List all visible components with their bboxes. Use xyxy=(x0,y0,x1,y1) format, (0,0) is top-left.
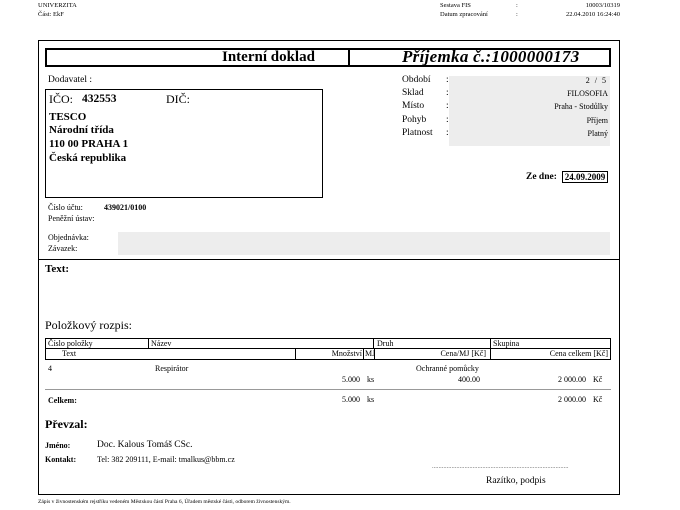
date-label: Ze dne: xyxy=(526,172,557,182)
validity-value: Platný xyxy=(587,129,608,138)
received-title: Převzal: xyxy=(45,417,88,431)
bank-label: Peněžní ústav: xyxy=(48,214,95,223)
items-header-left xyxy=(45,338,46,359)
header-unit: MJ xyxy=(365,349,376,358)
header-text: Text xyxy=(62,349,77,358)
supplier-country: Česká republika xyxy=(49,152,127,164)
order-shade xyxy=(118,232,610,255)
processed-label: Datum zpracování xyxy=(440,11,488,18)
signature-label: Razítko, podpis xyxy=(486,476,546,486)
total-currency: Kč xyxy=(593,395,603,404)
signature-line: .................................................................................... xyxy=(432,463,569,470)
liability-label: Závazek: xyxy=(48,244,78,253)
warehouse-colon: : xyxy=(446,88,449,98)
supplier-street: Národní třída xyxy=(49,124,114,136)
processed-colon: : xyxy=(516,11,518,18)
period-label: Období xyxy=(402,75,431,85)
row-currency: Kč xyxy=(593,375,603,384)
received-contact-label: Kontakt: xyxy=(45,455,77,464)
row-qty: 5.000 xyxy=(342,375,360,384)
doc-title: Interní doklad xyxy=(222,49,315,65)
row-kind: Ochranné pomůcky xyxy=(416,364,479,373)
warehouse-value: FILOSOFIA xyxy=(567,89,608,98)
header-total-price: Cena celkem [Kč] xyxy=(549,349,608,358)
warehouse-label: Sklad xyxy=(402,88,424,98)
order-label: Objednávka: xyxy=(48,233,89,242)
supplier-city: 110 00 PRAHA 1 xyxy=(49,138,129,150)
items-header-top xyxy=(45,338,611,339)
header-kind: Druh xyxy=(377,339,394,348)
total-divider xyxy=(45,389,611,390)
received-name-value: Doc. Kalous Tomáš CSc. xyxy=(97,440,193,450)
items-col-sep-5 xyxy=(363,348,364,359)
dic-label: DIČ: xyxy=(166,92,190,106)
report-value: 10003/10319 xyxy=(585,2,620,9)
row-name: Respirátor xyxy=(155,364,189,373)
supplier-label: Dodavatel : xyxy=(48,75,93,85)
date-value: 24.09.2009 xyxy=(562,171,608,183)
account-label: Číslo účtu: xyxy=(48,203,83,212)
supplier-name: TESCO xyxy=(49,111,87,123)
report-colon: : xyxy=(516,2,518,9)
items-header-right xyxy=(610,338,611,359)
account-value: 439021/0100 xyxy=(104,203,147,212)
row-unit: ks xyxy=(367,375,375,384)
total-qty: 5.000 xyxy=(342,395,360,404)
title-divider xyxy=(348,48,350,67)
movement-colon: : xyxy=(446,115,449,125)
ico-value: 432553 xyxy=(82,93,117,105)
header-qty: Množství xyxy=(331,349,362,358)
footer-note: Zápis v živnostenském rejstříku vedeném Městskou částí Praha 6, Úřadem městské části, odborem živnostenským. xyxy=(38,499,291,505)
header-unit-price: Cena/MJ [Kč] xyxy=(440,349,486,358)
row-unit-price: 400.00 xyxy=(458,375,480,384)
place-colon: : xyxy=(446,101,449,111)
movement-label: Pohyb xyxy=(402,115,427,125)
items-col-sep-1 xyxy=(148,338,149,348)
total-value: 2 000.00 xyxy=(558,395,586,404)
org-name: UNIVERZITA xyxy=(38,2,77,9)
processed-value: 22.04.2010 16:24:40 xyxy=(566,11,620,18)
period-value: 2 / 5 xyxy=(585,76,606,85)
ico-label: IČO: xyxy=(49,92,73,106)
place-value: Praha - Stodůlky xyxy=(554,102,608,111)
items-col-sep-7 xyxy=(490,348,491,359)
received-contact-value: Tel: 382 209111, E-mail: tmalkus@bbm.cz xyxy=(97,455,235,464)
total-unit: ks xyxy=(367,395,375,404)
validity-label: Platnost xyxy=(402,128,433,138)
items-col-sep-3 xyxy=(490,338,491,348)
received-name-label: Jméno: xyxy=(45,441,71,450)
row-item-no: 4 xyxy=(48,364,52,373)
movement-value: Příjem xyxy=(586,116,608,125)
doc-number-title: Příjemka č.:1000000173 xyxy=(402,47,580,66)
header-name: Název xyxy=(151,339,172,348)
items-title: Položkový rozpis: xyxy=(45,318,132,332)
report-label: Sestava FIS xyxy=(440,2,471,9)
header-item-no: Číslo položky xyxy=(48,339,93,348)
header-group: Skupina xyxy=(493,339,520,348)
validity-colon: : xyxy=(446,128,449,138)
text-section-label: Text: xyxy=(45,263,70,275)
place-label: Místo xyxy=(402,101,425,111)
org-part: Část: EkF xyxy=(38,11,64,18)
text-section-divider xyxy=(38,259,620,260)
items-header-bottom xyxy=(45,359,611,360)
period-colon: : xyxy=(446,75,449,85)
total-label: Celkem: xyxy=(48,396,77,405)
row-total: 2 000.00 xyxy=(558,375,586,384)
items-col-sep-2 xyxy=(373,338,374,348)
